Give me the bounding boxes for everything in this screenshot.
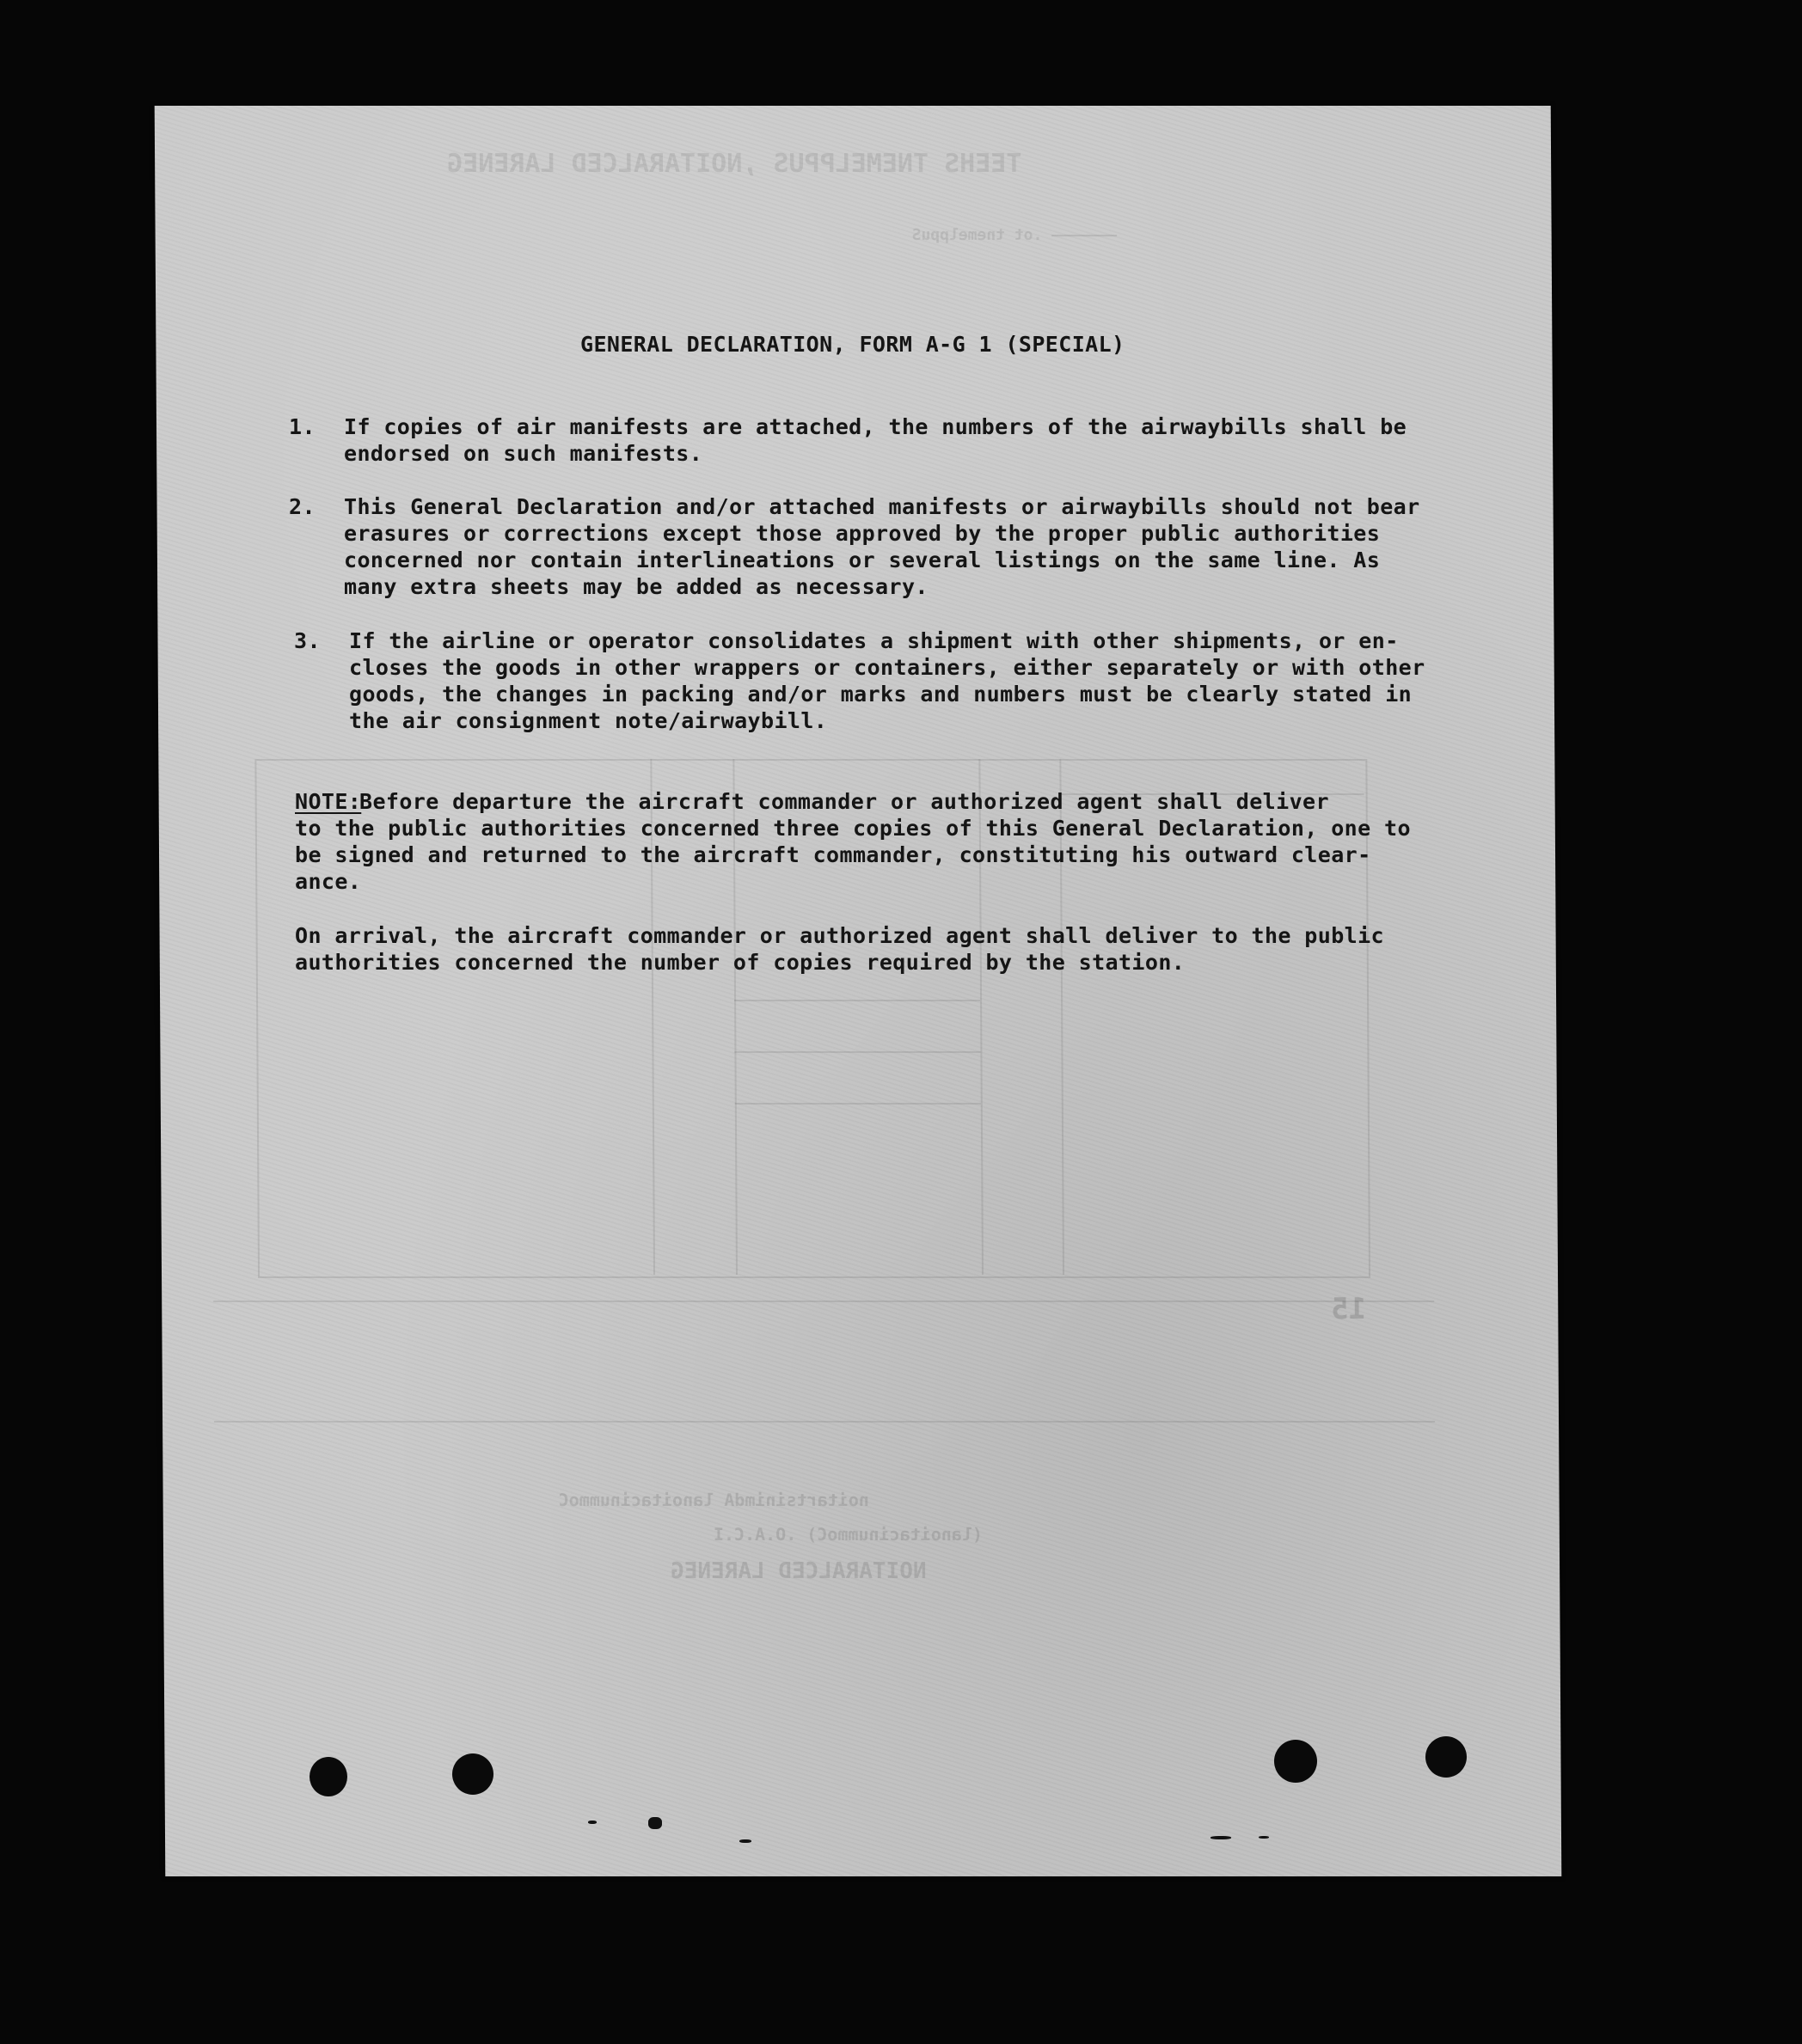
document-title: GENERAL DECLARATION, FORM A-G 1 (SPECIAL): [580, 332, 1125, 357]
item-2-line-1: This General Declaration and/or attached manifests or airwaybills should not bear: [344, 494, 1420, 519]
bleed-through-header: TEEHS TNEMELPPUS ,NOITARALCED LARENEG: [447, 149, 1022, 179]
bleed-through-row: [734, 1000, 980, 1001]
note-line-2: to the public authorities concerned three copies of this General Declaration, one to: [295, 816, 1411, 841]
scan-speck: [588, 1821, 597, 1824]
note-line-4: ance.: [295, 869, 362, 894]
bleed-through-rule: [214, 1421, 1435, 1423]
note-line-3: be signed and returned to the aircraft commander, constituting his outward clear-: [295, 842, 1371, 867]
punch-hole: [1425, 1736, 1467, 1778]
item-3-number: 3.: [294, 628, 321, 653]
item-3-line-2: closes the goods in other wrappers or containers, either separately or with other: [349, 655, 1425, 680]
bleed-through-footer-1: NOITARALCED LARENEG: [671, 1558, 927, 1584]
note-label: NOTE:: [295, 789, 362, 814]
item-1-line-2: endorsed on such manifests.: [344, 441, 703, 466]
bleed-through-row: [735, 1103, 981, 1105]
punch-hole: [452, 1753, 493, 1795]
note-line-1: Before departure the aircraft commander or authorized agent shall deliver: [359, 789, 1329, 814]
item-2-number: 2.: [289, 494, 316, 519]
scan-speck: [1259, 1836, 1269, 1839]
arrival-line-2: authorities concerned the number of copies required by the station.: [295, 950, 1186, 975]
bleed-through-footer-2: (lanoitacinummoC) .O.A.C.I: [713, 1524, 984, 1545]
scan-speck: [648, 1817, 662, 1829]
scan-speck: [739, 1839, 751, 1843]
item-2-line-3: concerned nor contain interlineations or several listings on the same line. As: [344, 548, 1381, 572]
item-3-line-3: goods, the changes in packing and/or marks and numbers must be clearly stated in: [349, 682, 1413, 707]
item-2-line-2: erasures or corrections except those approved by the proper public authorities: [344, 521, 1381, 546]
bleed-through-line: ——————— .ot tnemelppuS: [911, 226, 1118, 244]
item-1-line-1: If copies of air manifests are attached, the numbers of the airwaybills shall be: [344, 414, 1407, 439]
document-page: [155, 106, 1562, 1876]
bleed-through-rule: [213, 1300, 1434, 1302]
punch-hole: [1274, 1740, 1317, 1783]
punch-hole: [310, 1757, 347, 1796]
item-1-number: 1.: [289, 414, 316, 439]
scan-speck: [1211, 1836, 1231, 1839]
item-2-line-4: many extra sheets may be added as necessary.: [344, 574, 929, 599]
item-3-line-1: If the airline or operator consolidates a shipment with other shipments, or en-: [349, 628, 1399, 653]
arrival-line-1: On arrival, the aircraft commander or authorized agent shall deliver to the public: [295, 923, 1385, 948]
item-3-line-4: the air consignment note/airwaybill.: [349, 708, 828, 733]
bleed-through-number: 15: [1331, 1292, 1367, 1326]
bleed-through-footer-3: noitartsinimdA lanoitacinummoC: [558, 1490, 869, 1510]
bleed-through-row: [734, 1051, 980, 1053]
